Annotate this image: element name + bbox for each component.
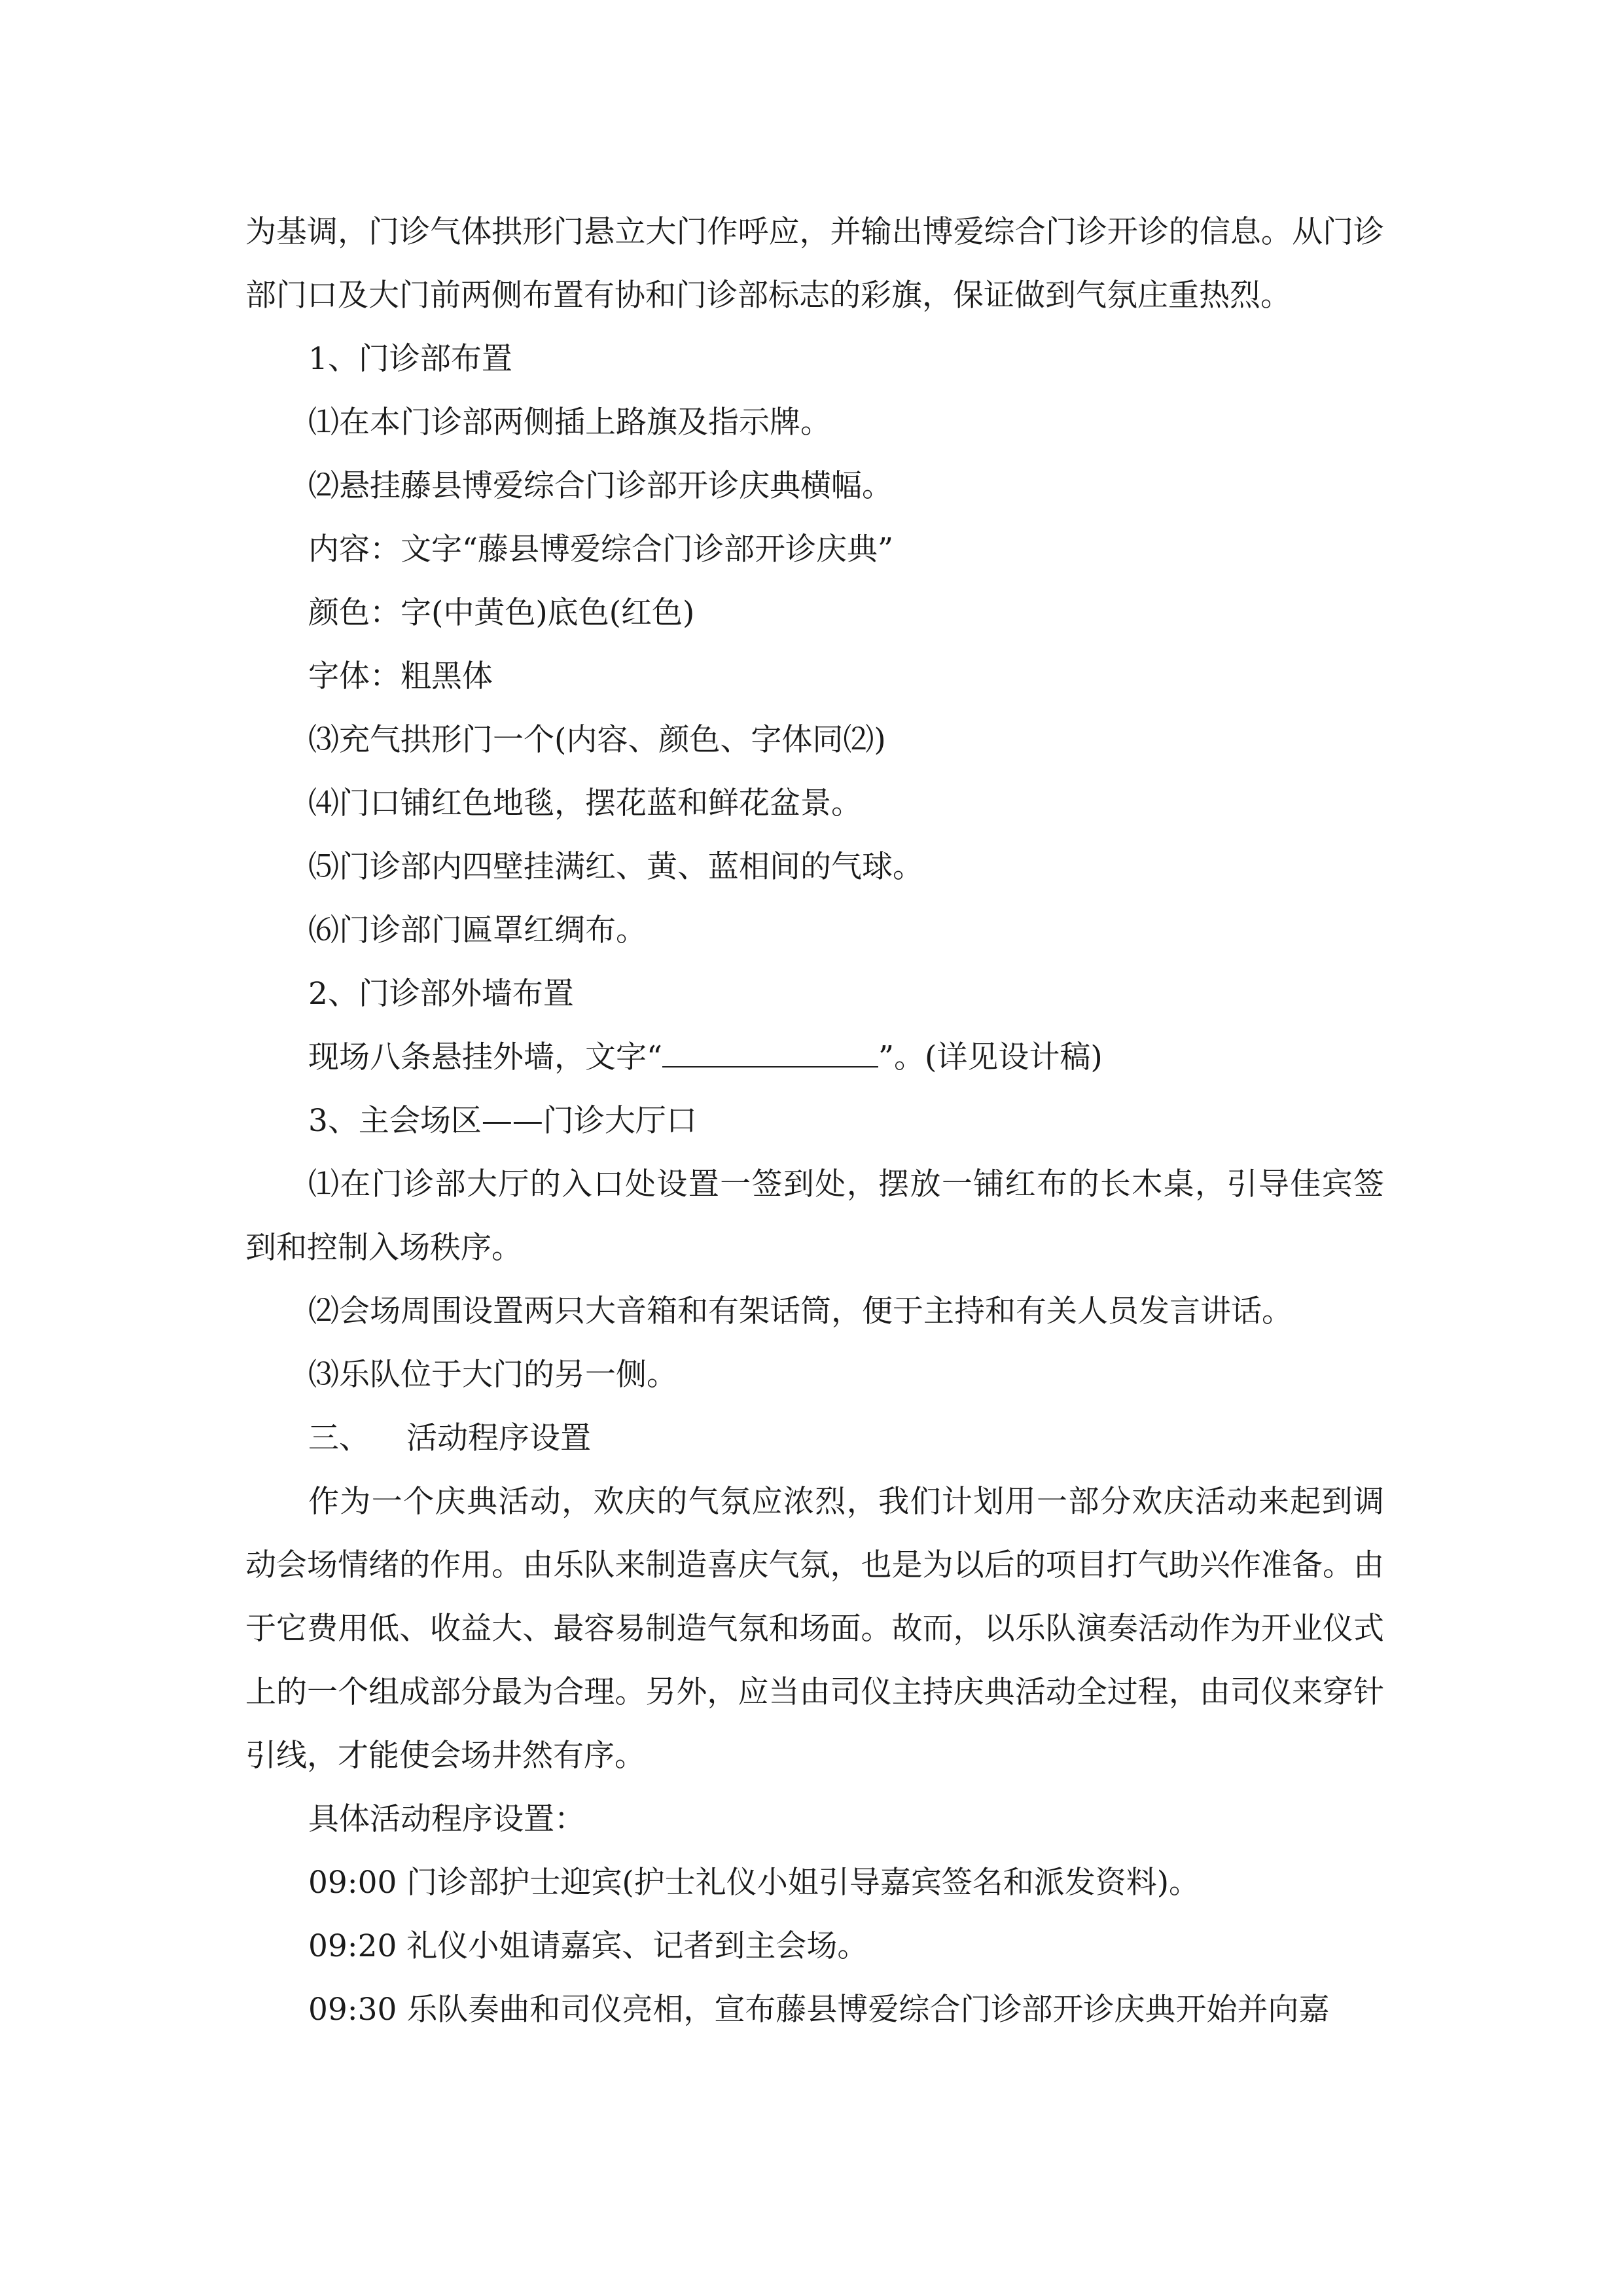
schedule-item: 09:20 礼仪小姐请嘉宾、记者到主会场。 <box>308 1928 868 1964</box>
text-after-blank: ”。(详见设计稿) <box>878 1039 1103 1075</box>
list-item: ⑵悬挂藤县博爱综合门诊部开诊庆典横幅。 <box>308 468 893 504</box>
list-item: ⑴在门诊部大厅的入口处设置一签到处，摆放一铺红布的长木桌，引导佳宾签到和控制入场秩序。 <box>245 1166 1384 1266</box>
chapter-number: 三、 <box>308 1420 370 1456</box>
paragraph: 为基调，门诊气体拱形门悬立大门作呼应，并输出博爱综合门诊开诊的信息。从门诊部门口及大门前两侧布置有协和门诊部标志的彩旗，保证做到气氛庄重热烈。 <box>245 214 1384 314</box>
list-item: ⑷门口铺红色地毯，摆花蓝和鲜花盆景。 <box>308 785 862 821</box>
paragraph: 具体活动程序设置： <box>308 1801 585 1837</box>
list-item: ⑶充气拱形门一个(内容、颜色、字体同⑵) <box>308 722 886 758</box>
text-before-blank: 现场八条悬挂外墙，文字“ <box>308 1039 663 1075</box>
section-heading: 2、门诊部外墙布置 <box>308 976 574 1012</box>
list-item: ⑵会场周围设置两只大音箱和有架话筒，便于主持和有关人员发言讲话。 <box>308 1293 1293 1329</box>
list-item: ⑶乐队位于大门的另一侧。 <box>308 1357 677 1393</box>
document-body <box>245 200 1384 2041</box>
list-item: ⑸门诊部内四壁挂满红、黄、蓝相间的气球。 <box>308 849 923 885</box>
detail-line: 字体：粗黑体 <box>308 658 493 694</box>
section-heading: 3、主会场区——门诊大厅口 <box>308 1103 697 1139</box>
chapter-heading <box>245 1407 1384 1470</box>
detail-line: 颜色：字(中黄色)底色(红色) <box>308 595 695 631</box>
paragraph: 作为一个庆典活动，欢庆的气氛应浓烈，我们计划用一部分欢庆活动来起到调动会场情绪的作用。由乐队来制造喜庆气氛，也是为以后的项目打气助兴作准备。由于它费用低、收益大、最容易制造气氛和场面。故而，以乐队演奏活动作为开业仪式上的一个组成部分最为合理。另外，应当由司仪主持庆典活动全过程，由司仪来穿针引线，才能使会场井然有序。 <box>245 1484 1384 1774</box>
fill-in-blank <box>662 1030 878 1067</box>
chapter-title: 活动程序设置 <box>406 1420 591 1456</box>
detail-line: 内容：文字“藤县博爱综合门诊部开诊庆典” <box>308 531 894 567</box>
list-item: ⑴在本门诊部两侧插上路旗及指示牌。 <box>308 404 831 440</box>
schedule-item: 09:00 门诊部护士迎宾(护士礼仪小姐引导嘉宾签名和派发资料)。 <box>308 1865 1200 1901</box>
detail-line <box>245 1026 1384 1089</box>
section-heading: 1、门诊部布置 <box>308 341 512 377</box>
schedule-item: 09:30 乐队奏曲和司仪亮相，宣布藤县博爱综合门诊部开诊庆典开始并向嘉 <box>308 1992 1330 2028</box>
list-item: ⑹门诊部门匾罩红绸布。 <box>308 912 647 948</box>
